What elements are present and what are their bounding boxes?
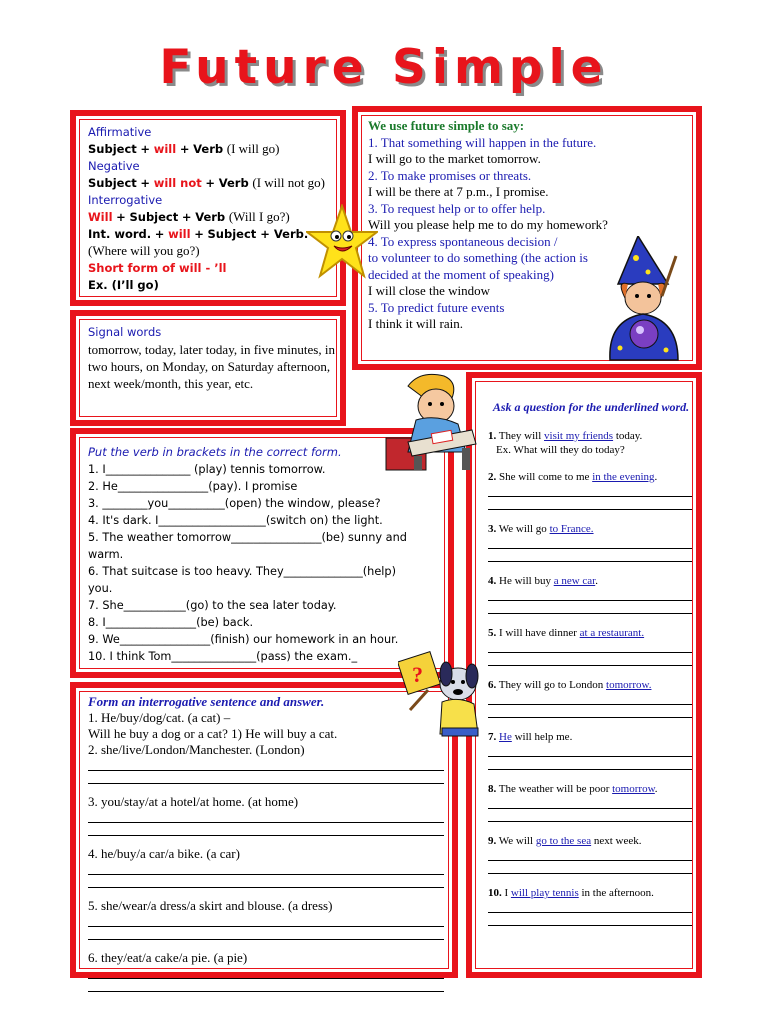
exercise1-line: 8. I________________(be) back.	[88, 616, 254, 629]
exercise1-line: 1. I_______________ (play) tennis tomorrow.	[88, 463, 326, 476]
question-number: 8.	[488, 783, 497, 795]
question-underlined: will play tennis	[510, 887, 579, 899]
question-text-after: will help me.	[511, 731, 573, 743]
question-number: 9.	[488, 835, 497, 847]
exercise1-line: 10. I think Tom_______________(pass) the exam._	[88, 650, 358, 663]
question-underlined: visit my friends	[544, 430, 614, 442]
usage-line: decided at the moment of speaking)	[368, 266, 554, 282]
usage-line: 4. To express spontaneous decision /	[368, 233, 558, 249]
answer-line[interactable]	[88, 978, 444, 979]
sign-question-mark: ?	[412, 662, 423, 687]
question-number: 3.	[488, 523, 497, 535]
question-number: 6.	[488, 679, 497, 691]
answer-line[interactable]	[488, 548, 692, 549]
interrogative-heading: Interrogative	[88, 193, 163, 207]
answer-line[interactable]	[88, 783, 444, 784]
question-underlined: to France.	[549, 523, 594, 535]
question-underlined: in the evening	[592, 471, 655, 483]
exercise2-item: 6. they/eat/a cake/a pie. (a pie)	[88, 950, 248, 965]
exercise1-heading: Put the verb in brackets in the correct form.	[88, 445, 342, 459]
exercise2-list	[88, 742, 448, 1002]
affirmative-heading: Affirmative	[88, 125, 152, 139]
int-word: Int. word.	[88, 227, 152, 241]
question-text-before: We will go	[496, 523, 550, 535]
usage-heading: We use future simple to say:	[368, 118, 525, 133]
exercise3-list	[488, 429, 694, 938]
exercise1-line: 5. The weather tomorrow________________(be) sunny and	[88, 531, 407, 544]
page-title: Future Simple	[159, 40, 609, 95]
question-text-after: in the afternoon.	[578, 887, 654, 899]
rules-content: Affirmative Subject + will + Verb (I will go) Negative Subject + will not + Verb (I will not go) Interrogative Will + Subject + Verb (Will I go?) Int. word. + will + Subject + Verb. (Where will you go?) Short form of will - ’ll Ex. (I’ll go)	[88, 124, 338, 294]
exercise2-heading: Form an interrogative sentence and answer.	[88, 694, 325, 709]
question-number: 7.	[488, 731, 497, 743]
question-item	[488, 730, 694, 744]
question-text-before: I will have dinner	[496, 627, 580, 639]
question-text-before: The weather will be poor	[496, 783, 613, 795]
answer-line[interactable]	[488, 756, 692, 757]
question-underlined: go to the sea	[535, 835, 592, 847]
question-number: 10.	[488, 887, 502, 899]
exercise1-line: 9. We________________(finish) our homework in an hour.	[88, 633, 399, 646]
exercise1-line: 6. That suitcase is too heavy. They______________(help)	[88, 565, 396, 578]
exercise1-line: 2. He________________(pay). I promise	[88, 480, 298, 493]
question-text-before: They will go to London	[496, 679, 607, 691]
answer-line[interactable]	[88, 822, 444, 823]
exercise3-heading: Ask a question for the underlined word.	[492, 400, 690, 414]
interrogative-example: (Will I go?)	[228, 209, 290, 224]
question-item	[488, 626, 694, 640]
rules-box	[70, 110, 346, 306]
exercise1-line: you.	[88, 582, 113, 595]
question-number: 1.	[488, 430, 497, 442]
negative-example: (I will not go)	[252, 175, 325, 190]
exercise2-item: 4. he/buy/a car/a bike. (a car)	[88, 846, 240, 861]
usage-line: to volunteer to do something (the action is	[368, 250, 588, 265]
answer-line[interactable]	[88, 939, 444, 940]
question-number: 4.	[488, 575, 497, 587]
answer-line[interactable]	[88, 770, 444, 771]
answer-line[interactable]	[488, 912, 692, 913]
usage-line: 3. To request help or to offer help.	[368, 200, 546, 216]
exercise1-line: 4. It's dark. I___________________(switch on) the light.	[88, 514, 383, 527]
usage-line: 5. To predict future events	[368, 299, 505, 315]
question-number: 5.	[488, 627, 497, 639]
question-item	[488, 522, 694, 536]
question-text-before: We will	[496, 835, 536, 847]
exercise2-item: 2. she/live/London/Manchester. (London)	[88, 742, 305, 757]
question-number: 2.	[488, 471, 497, 483]
question-item	[488, 574, 694, 588]
question-underlined: He	[499, 731, 512, 743]
affirmative-subject: Subject	[88, 142, 137, 156]
question-underlined: at a restaurant.	[579, 627, 645, 639]
answer-line[interactable]	[88, 926, 444, 927]
usage-line: 2. To make promises or threats.	[368, 167, 532, 183]
usage-line: Will you please help me to do my homework?	[368, 217, 608, 232]
exercise2-item: 3. you/stay/at a hotel/at home. (at home)	[88, 794, 299, 809]
answer-line[interactable]	[488, 496, 692, 497]
negative-heading: Negative	[88, 159, 140, 173]
will-not-word: will not	[153, 176, 202, 190]
signal-heading: Signal words	[88, 325, 162, 339]
question-underlined: tomorrow.	[606, 679, 652, 691]
question-text-after: .	[654, 783, 658, 795]
answer-line[interactable]	[488, 860, 692, 861]
answer-line[interactable]	[88, 887, 444, 888]
question-item	[488, 678, 694, 692]
answer-line[interactable]	[88, 874, 444, 875]
question-item	[488, 429, 694, 443]
usage-line: I think it will rain.	[368, 316, 463, 331]
signal-text: tomorrow, today, later today, in five minutes, in two hours, on Monday, on Saturday afternoon, next week/month, this year, etc.	[88, 342, 335, 391]
question-text-after: .	[654, 471, 658, 483]
boy-at-desk-image	[378, 368, 478, 472]
question-text-after: today.	[613, 430, 643, 442]
signal-words-box	[70, 310, 346, 426]
question-underlined: a new car	[553, 575, 596, 587]
exercise2-example-line1: 1. He/buy/dog/cat. (a cat) –	[88, 710, 231, 725]
answer-line[interactable]	[488, 704, 692, 705]
question-item	[488, 834, 694, 848]
question-text-after: next week.	[591, 835, 642, 847]
answer-line[interactable]	[88, 991, 444, 992]
usage-line: I will close the window	[368, 283, 491, 298]
answer-line[interactable]	[488, 808, 692, 809]
answer-line[interactable]	[488, 600, 692, 601]
usage-line: I will be there at 7 p.m., I promise.	[368, 184, 549, 199]
question-item	[488, 470, 694, 484]
question-example: Ex. What will they do today?	[496, 444, 625, 456]
will-word: will	[153, 142, 177, 156]
exercise1-line: 3. ________you__________(open) the window, please?	[88, 497, 381, 510]
exercise1-list	[88, 461, 452, 665]
question-item	[488, 782, 694, 796]
star-character-image	[306, 204, 378, 280]
question-text-after: .	[595, 575, 598, 587]
dog-with-sign-image	[398, 650, 490, 740]
exercise1-line: warm.	[88, 548, 124, 561]
usage-line: I will go to the market tomorrow.	[368, 151, 541, 166]
exercise2-item: 5. she/wear/a dress/a skirt and blouse. (a dress)	[88, 898, 333, 913]
usage-line: 1. That something will happen in the future.	[368, 134, 597, 150]
exercise-questions-box	[466, 372, 702, 978]
question-text-before: I	[501, 887, 511, 899]
question-text-before: They will	[496, 430, 545, 442]
exercise1-line: 7. She___________(go) to the sea later today.	[88, 599, 337, 612]
short-example: Ex. (I’ll go)	[88, 277, 159, 292]
question-item	[488, 886, 694, 900]
exercise2-example-line2: Will he buy a dog or a cat? 1) He will buy a cat.	[88, 726, 338, 741]
question-text-before: He will buy	[496, 575, 554, 587]
answer-line[interactable]	[488, 652, 692, 653]
question-text-before: She will come to me	[496, 471, 593, 483]
int-example: (Where will you go?)	[88, 243, 200, 258]
wizard-character-image	[598, 236, 690, 362]
affirmative-example: (I will go)	[226, 141, 280, 156]
question-underlined: tomorrow	[612, 783, 655, 795]
short-form: Short form of will - ’ll	[88, 260, 227, 275]
answer-line[interactable]	[88, 835, 444, 836]
